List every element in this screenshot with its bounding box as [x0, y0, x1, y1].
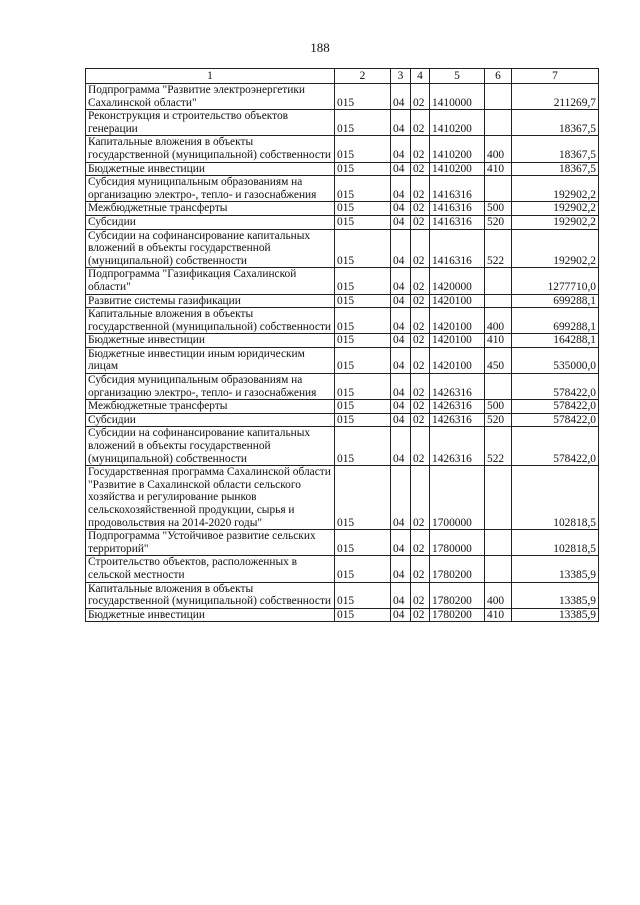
row-code-cell: 015: [335, 374, 391, 400]
row-target-article-cell: 1426316: [430, 374, 485, 400]
column-header: 5: [430, 69, 485, 84]
row-code-cell: 015: [335, 136, 391, 162]
column-header: 3: [391, 69, 411, 84]
budget-table: [85, 68, 599, 622]
row-name-cell: Бюджетные инвестиции иным юридическим лицам: [86, 347, 335, 373]
row-section-cell: 04: [391, 582, 411, 608]
row-name-cell: Субсидии на софинансирование капитальных вложений в объекты государственной (муниципальной) собственности: [86, 229, 335, 268]
row-subsection-cell: 02: [411, 413, 430, 427]
row-section-cell: 04: [391, 466, 411, 530]
row-name-cell: Государственная программа Сахалинской области "Развитие в Сахалинской области сельского хозяйства и регулирование рынков сельскохозяйственной продукции, сырья и продовольствия на 2014-2020 годы": [86, 466, 335, 530]
row-target-article-cell: 1780000: [430, 530, 485, 556]
row-name-cell: Субсидии: [86, 215, 335, 229]
row-code-cell: 015: [335, 413, 391, 427]
row-target-article-cell: 1420100: [430, 308, 485, 334]
row-target-article-cell: 1410000: [430, 84, 485, 110]
row-code-cell: 015: [335, 294, 391, 308]
row-section-cell: 04: [391, 374, 411, 400]
row-amount-cell: 578422,0: [512, 427, 599, 466]
row-subsection-cell: 02: [411, 229, 430, 268]
row-subsection-cell: 02: [411, 176, 430, 202]
row-target-article-cell: 1420000: [430, 268, 485, 294]
row-expense-type-cell: [485, 294, 512, 308]
row-subsection-cell: 02: [411, 556, 430, 582]
column-header: 6: [485, 69, 512, 84]
row-section-cell: 04: [391, 347, 411, 373]
row-section-cell: 04: [391, 215, 411, 229]
row-subsection-cell: 02: [411, 308, 430, 334]
row-subsection-cell: 02: [411, 347, 430, 373]
row-target-article-cell: 1410200: [430, 110, 485, 136]
row-code-cell: 015: [335, 400, 391, 414]
row-target-article-cell: 1416316: [430, 176, 485, 202]
row-section-cell: 04: [391, 556, 411, 582]
table-row: [86, 347, 599, 373]
row-name-cell: Строительство объектов, расположенных в сельской местности: [86, 556, 335, 582]
row-target-article-cell: 1416316: [430, 215, 485, 229]
row-target-article-cell: 1420100: [430, 347, 485, 373]
row-subsection-cell: 02: [411, 215, 430, 229]
row-section-cell: 04: [391, 84, 411, 110]
row-expense-type-cell: 410: [485, 334, 512, 348]
row-target-article-cell: 1416316: [430, 202, 485, 216]
row-code-cell: 015: [335, 110, 391, 136]
table-row: [86, 334, 599, 348]
table-row: [86, 466, 599, 530]
row-amount-cell: 211269,7: [512, 84, 599, 110]
row-section-cell: 04: [391, 110, 411, 136]
row-code-cell: 015: [335, 229, 391, 268]
row-amount-cell: 578422,0: [512, 374, 599, 400]
table-header-row: [86, 69, 599, 84]
row-expense-type-cell: [485, 84, 512, 110]
row-target-article-cell: 1420100: [430, 334, 485, 348]
row-expense-type-cell: [485, 466, 512, 530]
row-subsection-cell: 02: [411, 162, 430, 176]
row-amount-cell: 578422,0: [512, 400, 599, 414]
row-section-cell: 04: [391, 202, 411, 216]
row-target-article-cell: 1426316: [430, 413, 485, 427]
row-expense-type-cell: [485, 556, 512, 582]
row-section-cell: 04: [391, 229, 411, 268]
row-subsection-cell: 02: [411, 466, 430, 530]
row-amount-cell: 102818,5: [512, 530, 599, 556]
row-amount-cell: 13385,9: [512, 556, 599, 582]
row-section-cell: 04: [391, 413, 411, 427]
row-target-article-cell: 1700000: [430, 466, 485, 530]
row-expense-type-cell: 500: [485, 400, 512, 414]
row-subsection-cell: 02: [411, 110, 430, 136]
row-target-article-cell: 1416316: [430, 229, 485, 268]
table-row: [86, 176, 599, 202]
column-header: 7: [512, 69, 599, 84]
row-code-cell: 015: [335, 308, 391, 334]
table-row: [86, 294, 599, 308]
row-amount-cell: 18367,5: [512, 136, 599, 162]
row-code-cell: 015: [335, 582, 391, 608]
table-row: [86, 136, 599, 162]
row-amount-cell: 535000,0: [512, 347, 599, 373]
row-name-cell: Межбюджетные трансферты: [86, 202, 335, 216]
row-code-cell: 015: [335, 608, 391, 622]
row-name-cell: Подпрограмма "Развитие электроэнергетики Сахалинской области": [86, 84, 335, 110]
row-subsection-cell: 02: [411, 334, 430, 348]
table-row: [86, 215, 599, 229]
row-subsection-cell: 02: [411, 136, 430, 162]
row-expense-type-cell: 400: [485, 136, 512, 162]
row-amount-cell: 13385,9: [512, 608, 599, 622]
table-row: [86, 202, 599, 216]
row-amount-cell: 192902,2: [512, 176, 599, 202]
table-row: [86, 556, 599, 582]
row-target-article-cell: 1780200: [430, 608, 485, 622]
row-expense-type-cell: 522: [485, 229, 512, 268]
row-expense-type-cell: 500: [485, 202, 512, 216]
table-row: [86, 308, 599, 334]
row-expense-type-cell: 400: [485, 582, 512, 608]
column-header: 4: [411, 69, 430, 84]
row-expense-type-cell: [485, 530, 512, 556]
table-row: [86, 400, 599, 414]
table-row: [86, 110, 599, 136]
column-header: 2: [335, 69, 391, 84]
row-section-cell: 04: [391, 400, 411, 414]
row-expense-type-cell: 400: [485, 308, 512, 334]
row-name-cell: Бюджетные инвестиции: [86, 608, 335, 622]
row-code-cell: 015: [335, 466, 391, 530]
table-row: [86, 374, 599, 400]
table-row: [86, 162, 599, 176]
row-target-article-cell: 1780200: [430, 582, 485, 608]
row-name-cell: Реконструкция и строительство объектов генерации: [86, 110, 335, 136]
row-amount-cell: 578422,0: [512, 413, 599, 427]
row-subsection-cell: 02: [411, 582, 430, 608]
row-code-cell: 015: [335, 427, 391, 466]
row-amount-cell: 699288,1: [512, 294, 599, 308]
row-subsection-cell: 02: [411, 202, 430, 216]
row-expense-type-cell: 410: [485, 162, 512, 176]
row-expense-type-cell: 520: [485, 413, 512, 427]
row-expense-type-cell: 450: [485, 347, 512, 373]
row-amount-cell: 13385,9: [512, 582, 599, 608]
row-code-cell: 015: [335, 215, 391, 229]
row-code-cell: 015: [335, 202, 391, 216]
row-amount-cell: 1277710,0: [512, 268, 599, 294]
row-amount-cell: 192902,2: [512, 202, 599, 216]
table-row: [86, 229, 599, 268]
row-subsection-cell: 02: [411, 400, 430, 414]
row-amount-cell: 18367,5: [512, 162, 599, 176]
row-target-article-cell: 1426316: [430, 400, 485, 414]
table-row: [86, 427, 599, 466]
row-expense-type-cell: 522: [485, 427, 512, 466]
row-name-cell: Бюджетные инвестиции: [86, 334, 335, 348]
row-amount-cell: 18367,5: [512, 110, 599, 136]
row-name-cell: Субсидии: [86, 413, 335, 427]
row-section-cell: 04: [391, 136, 411, 162]
row-amount-cell: 192902,2: [512, 215, 599, 229]
row-amount-cell: 164288,1: [512, 334, 599, 348]
row-target-article-cell: 1420100: [430, 294, 485, 308]
table-row: [86, 608, 599, 622]
row-expense-type-cell: 520: [485, 215, 512, 229]
row-name-cell: Подпрограмма "Газификация Сахалинской области": [86, 268, 335, 294]
row-section-cell: 04: [391, 308, 411, 334]
row-target-article-cell: 1410200: [430, 136, 485, 162]
row-section-cell: 04: [391, 427, 411, 466]
row-code-cell: 015: [335, 556, 391, 582]
row-subsection-cell: 02: [411, 530, 430, 556]
row-code-cell: 015: [335, 162, 391, 176]
row-subsection-cell: 02: [411, 268, 430, 294]
row-subsection-cell: 02: [411, 427, 430, 466]
row-expense-type-cell: 410: [485, 608, 512, 622]
row-name-cell: Капитальные вложения в объекты государственной (муниципальной) собственности: [86, 308, 335, 334]
row-amount-cell: 102818,5: [512, 466, 599, 530]
row-name-cell: Развитие системы газификации: [86, 294, 335, 308]
row-code-cell: 015: [335, 334, 391, 348]
row-expense-type-cell: [485, 268, 512, 294]
row-code-cell: 015: [335, 530, 391, 556]
row-amount-cell: 699288,1: [512, 308, 599, 334]
row-section-cell: 04: [391, 268, 411, 294]
row-subsection-cell: 02: [411, 294, 430, 308]
row-code-cell: 015: [335, 268, 391, 294]
row-name-cell: Субсидия муниципальным образованиям на организацию электро-, тепло- и газоснабжения: [86, 176, 335, 202]
row-expense-type-cell: [485, 110, 512, 136]
row-target-article-cell: 1426316: [430, 427, 485, 466]
row-subsection-cell: 02: [411, 84, 430, 110]
row-code-cell: 015: [335, 347, 391, 373]
row-amount-cell: 192902,2: [512, 229, 599, 268]
row-name-cell: Капитальные вложения в объекты государственной (муниципальной) собственности: [86, 136, 335, 162]
row-section-cell: 04: [391, 162, 411, 176]
row-subsection-cell: 02: [411, 374, 430, 400]
row-code-cell: 015: [335, 176, 391, 202]
table-row: [86, 413, 599, 427]
row-name-cell: Капитальные вложения в объекты государственной (муниципальной) собственности: [86, 582, 335, 608]
table-row: [86, 84, 599, 110]
row-target-article-cell: 1410200: [430, 162, 485, 176]
row-code-cell: 015: [335, 84, 391, 110]
row-section-cell: 04: [391, 334, 411, 348]
row-section-cell: 04: [391, 530, 411, 556]
row-name-cell: Бюджетные инвестиции: [86, 162, 335, 176]
column-header: 1: [86, 69, 335, 84]
row-name-cell: Межбюджетные трансферты: [86, 400, 335, 414]
row-expense-type-cell: [485, 176, 512, 202]
row-expense-type-cell: [485, 374, 512, 400]
table-row: [86, 582, 599, 608]
row-target-article-cell: 1780200: [430, 556, 485, 582]
table-row: [86, 268, 599, 294]
table-row: [86, 530, 599, 556]
row-name-cell: Подпрограмма "Устойчивое развитие сельских территорий": [86, 530, 335, 556]
row-section-cell: 04: [391, 176, 411, 202]
page-number: 188: [310, 40, 330, 55]
row-subsection-cell: 02: [411, 608, 430, 622]
row-section-cell: 04: [391, 294, 411, 308]
row-name-cell: Субсидия муниципальным образованиям на организацию электро-, тепло- и газоснабжения: [86, 374, 335, 400]
row-name-cell: Субсидии на софинансирование капитальных вложений в объекты государственной (муниципальной) собственности: [86, 427, 335, 466]
row-section-cell: 04: [391, 608, 411, 622]
